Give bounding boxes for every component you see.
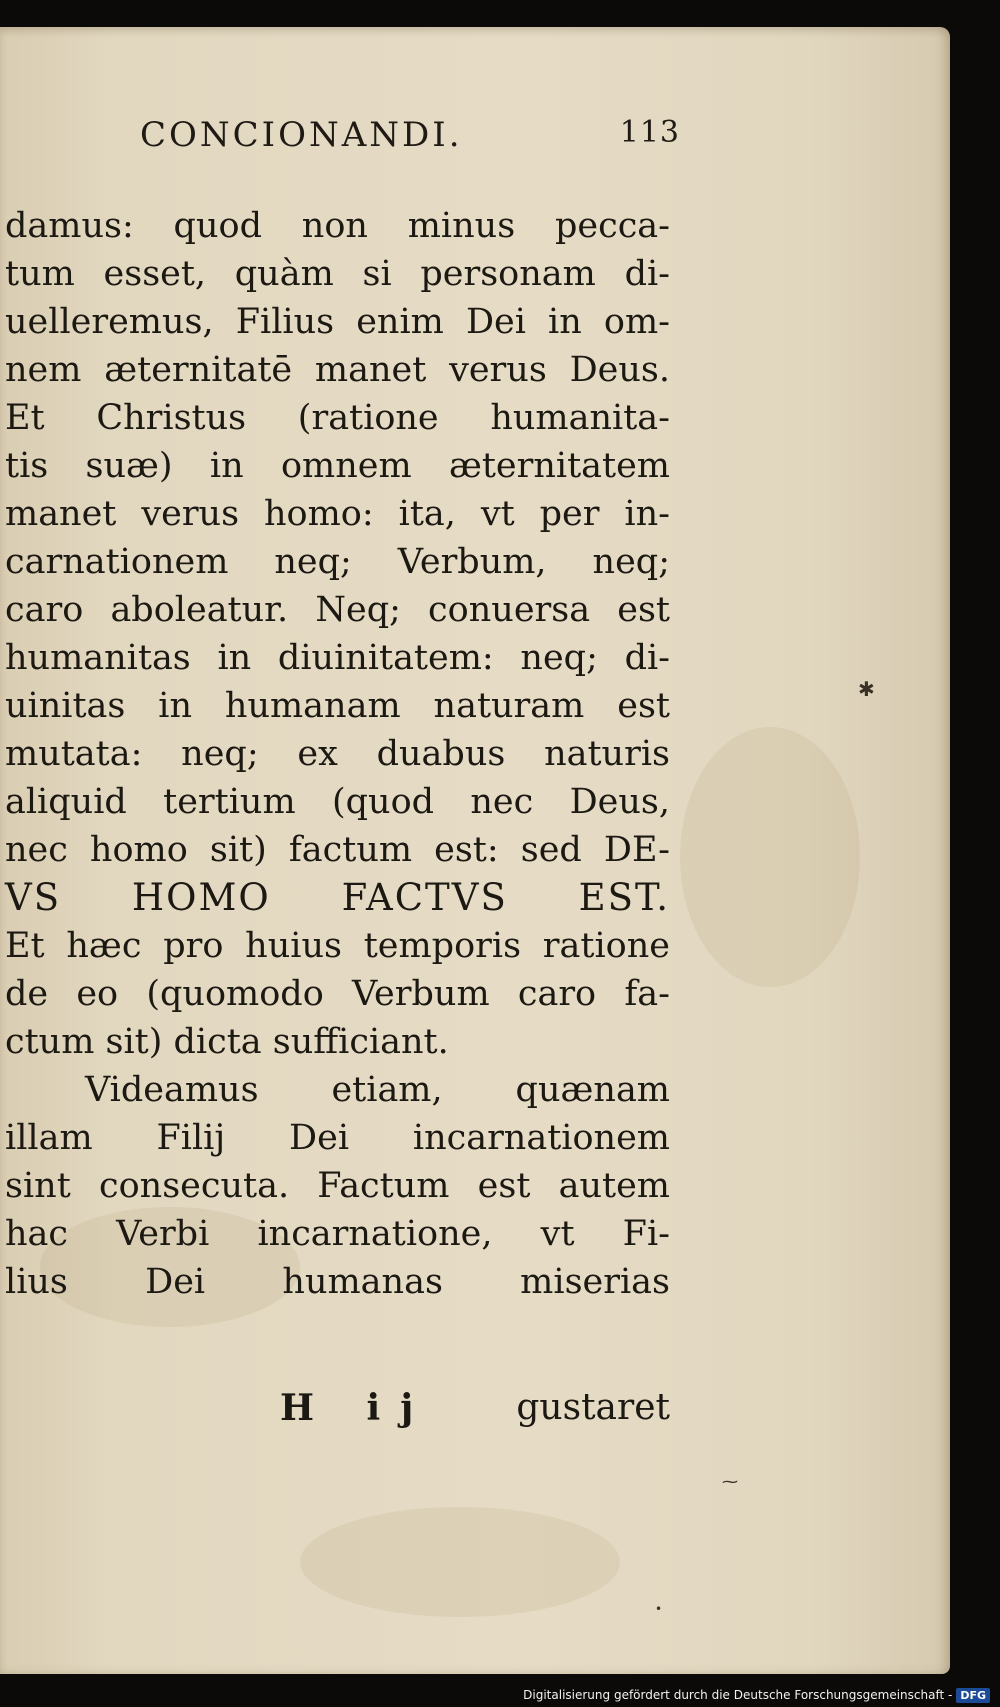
text-line: mutata: neq; ex duabus naturis	[5, 734, 670, 774]
page-footer	[5, 1387, 670, 1437]
text-line: de eo (quomodo Verbum caro fa-	[5, 974, 670, 1014]
text-line: illam Filij Dei incarnationem	[5, 1118, 670, 1158]
dfg-logo-icon: DFG	[956, 1688, 990, 1703]
text-line: Et Christus (ratione humanita-	[5, 398, 670, 438]
text-line: uinitas in humanam naturam est	[5, 686, 670, 726]
ink-speck-icon: ✱	[858, 677, 875, 701]
text-line: hac Verbi incarnatione, vt Fi-	[5, 1214, 670, 1254]
page-number: 113	[619, 115, 680, 150]
text-line: tum esset, quàm si personam di-	[5, 254, 670, 294]
page-headline	[140, 115, 680, 165]
text-line: ctum sit) dicta sufficiant.	[5, 1022, 449, 1062]
digitization-credit	[523, 1685, 990, 1705]
text-line: aliquid tertium (quod nec Deus,	[5, 782, 670, 822]
text-line: nec homo sit) factum est: sed DE-	[5, 830, 670, 870]
ink-speck-icon: •	[655, 1602, 663, 1616]
text-line: uelleremus, Filius enim Dei in om-	[5, 302, 670, 342]
text-line: Videamus etiam, quænam	[85, 1070, 670, 1110]
text-line: humanitas in diuinitatem: neq; di-	[5, 638, 670, 678]
text-line: manet verus homo: ita, vt per in-	[5, 494, 670, 534]
text-line: VS HOMO FACTVS EST.	[5, 876, 670, 919]
body-text	[5, 202, 670, 1306]
text-line: caro aboleatur. Neq; conuersa est	[5, 590, 670, 630]
catchword: gustaret	[516, 1387, 670, 1428]
credit-text: Digitalisierung gefördert durch die Deutsche Forschungsgemeinschaft -	[523, 1688, 953, 1702]
book-page	[0, 27, 950, 1674]
text-line: lius Dei humanas miserias	[5, 1262, 670, 1302]
text-line: Et hæc pro huius temporis ratione	[5, 926, 670, 966]
ink-speck-icon: ⁓	[722, 1472, 738, 1491]
signature-mark: H ij	[280, 1387, 434, 1429]
text-line: nem æternitatē manet verus Deus.	[5, 350, 670, 390]
running-head: CONCIONANDI.	[140, 115, 463, 155]
text-line: tis suæ) in omnem æternitatem	[5, 446, 670, 486]
text-line: damus: quod non minus pecca-	[5, 206, 670, 246]
text-line: carnationem neq; Verbum, neq;	[5, 542, 670, 582]
text-line: sint consecuta. Factum est autem	[5, 1166, 670, 1206]
